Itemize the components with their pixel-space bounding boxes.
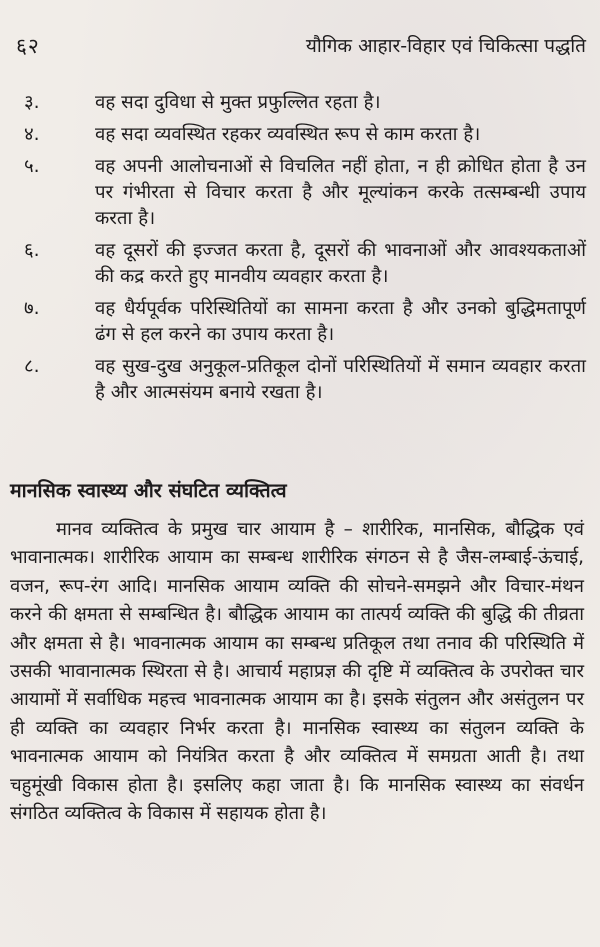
numbered-list <box>16 90 586 412</box>
list-item-number: ३. <box>24 92 40 113</box>
list-item <box>16 122 586 148</box>
list-item-text: वह धैर्यपूर्वक परिस्थितियों का सामना करता है और उनको बुद्धिमतापूर्ण ढंग से हल करने का उपाय करता है। <box>95 298 586 345</box>
list-item-text: वह सुख-दुख अनुकूल-प्रतिकूल दोनों परिस्थितियों में समान व्यवहार करता है और आत्मसंयम बनाये रखता है। <box>95 356 586 403</box>
running-title: यौगिक आहार-विहार एवं चिकित्सा पद्धति <box>305 35 586 57</box>
list-item <box>16 90 586 116</box>
list-item-number: ८. <box>24 356 40 377</box>
list-item-text: वह सदा दुविधा से मुक्त प्रफुल्लित रहता है। <box>95 92 381 113</box>
list-item <box>16 354 586 406</box>
list-item-text: वह अपनी आलोचनाओं से विचलित नहीं होता, न ही क्रोधित होता है उन पर गंभीरता से विचार करता है और मूल्यांकन करके तत्सम्बन्धी उपाय करता है। <box>95 156 586 229</box>
list-item-number: ५. <box>24 156 40 177</box>
list-item-number: ६. <box>24 240 40 261</box>
section-heading: मानसिक स्वास्थ्य और संघटित व्यक्तित्व <box>10 479 287 502</box>
list-item <box>16 154 586 232</box>
page-number: ६२ <box>16 34 40 58</box>
page-header <box>16 32 586 62</box>
list-item-text: वह दूसरों की इज्जत करता है, दूसरों की भावनाओं और आवश्यकताओं की कद्र करते हुए मानवीय व्यवहार करता है। <box>95 240 586 287</box>
list-item-text: वह सदा व्यवस्थित रहकर व्यवस्थित रूप से काम करता है। <box>95 124 481 145</box>
body-paragraph: मानव व्यक्तित्व के प्रमुख चार आयाम है – शारीरिक, मानसिक, बौद्धिक एवं भावानात्मक। शारीरिक आयाम का सम्बन्ध शारीरिक संगठन से है जैस-लम्बाई-ऊंचाई, वजन, रूप-रंग आदि। मानसिक आयाम व्यक्ति की सोचने-समझने और विचार-मंथन करने की क्षमता से सम्बन्धित है। बौद्धिक आयाम का तात्पर्य व्यक्ति की बुद्धि की तीव्रता और क्षमता से है। भावनात्मक आयाम का सम्बन्ध प्रतिकूल तथा तनाव की परिस्थिति में उसकी भावानात्मक स्थिरता से है। आचार्य महाप्रज्ञ की दृष्टि में व्यक्तित्व के उपरोक्त चार आयामों में सर्वाधिक महत्त्व भावनात्मक आयाम का है। इसके संतुलन और असंतुलन पर ही व्यक्ति का व्यवहार निर्भर करता है। मानसिक स्वास्थ्य का संतुलन व्यक्ति के भावनात्मक आयाम को नियंत्रित करता है और व्यक्तित्व में समग्रता आती है। तथा चहुमूंखी विकास होता है। इसलिए कहा जाता है। कि मानसिक स्वास्थ्य का संवर्धन संगठित व्यक्तित्व के विकास में सहायक होता है। <box>10 519 584 825</box>
list-item-number: ४. <box>24 124 40 145</box>
list-item <box>16 238 586 290</box>
list-item <box>16 296 586 348</box>
list-item-number: ७. <box>24 298 40 319</box>
